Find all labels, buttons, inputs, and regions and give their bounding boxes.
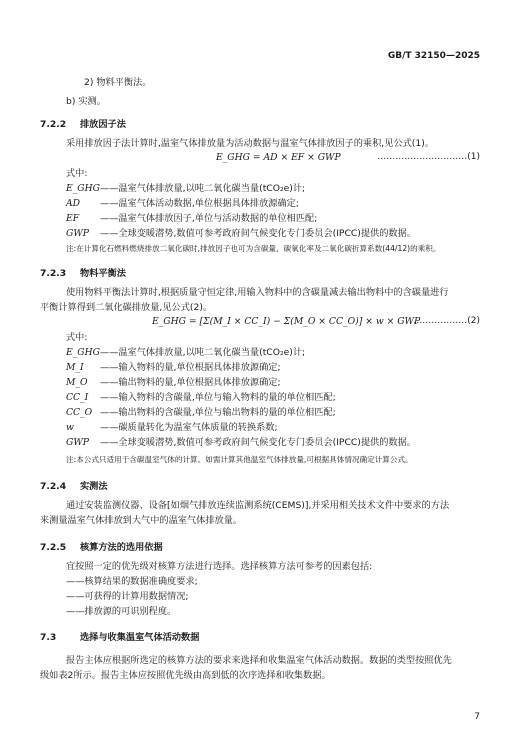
- definition-text: ——输入物料的量,单位根据具体排放源确定;: [100, 362, 281, 373]
- list-item: ——排放源的可识别程度。: [66, 606, 177, 617]
- definition-symbol: CC_I: [66, 392, 89, 403]
- formula-number-2: ………………(2): [413, 316, 480, 326]
- definition-row: [66, 406, 336, 420]
- list-item-2: 2) 物料平衡法。: [84, 77, 152, 88]
- definition-symbol: E_GHG: [66, 183, 100, 194]
- definition-symbol: CC_O: [66, 407, 93, 418]
- section-title: 物料平衡法: [80, 268, 126, 279]
- definition-text: ——温室气体排放因子,单位与活动数据的单位相匹配;: [100, 213, 318, 224]
- paragraph-line: 平衡计算得到二氧化碳排放量,见公式(2)。: [40, 302, 213, 313]
- definition-text: ——温室气体活动数据,单位根据具体排放源确定;: [100, 198, 299, 209]
- note: 注:在计算化石燃料燃烧排放二氧化碳时,排放因子也可为含碳量、碳氧化率及二氧化碳折算系数(44/12)的乘积。: [66, 244, 441, 253]
- standard-number: GB/T 32150—2025: [387, 51, 480, 61]
- definition-row: [66, 197, 299, 211]
- paragraph-line: 报告主体应根据所选定的核算方法的要求来选择和收集温室气体活动数据。数据的类型按照优先: [66, 655, 452, 666]
- formula-text: E_GHG = AD × EF × GWP: [216, 152, 341, 163]
- formula-text: E_GHG = [Σ(M_I × CC_I) − Σ(M_O × CC_O)] × w × GWP: [152, 316, 421, 327]
- definition-symbol: EF: [66, 213, 80, 224]
- formula-1: [216, 152, 341, 163]
- page-number: 7: [474, 712, 480, 722]
- definition-text: ——温室气体排放量,以吨二氧化碳当量(tCO₂e)计;: [100, 183, 306, 194]
- section-heading-7-2-3: [40, 265, 126, 279]
- section-number: 7.2.3: [40, 268, 67, 279]
- section-number: 7.2.2: [40, 119, 67, 130]
- definition-text: ——输出物料的含碳量,单位与输出物料的量的单位相匹配;: [100, 407, 336, 418]
- paragraph: 宜按照一定的优先级对核算方法进行选择。选择核算方法可参考的因素包括:: [66, 561, 373, 572]
- definition-text: ——输出物料的量,单位根据具体排放源确定;: [100, 377, 281, 388]
- definition-text: ——碳质量转化为温室气体质量的转换系数;: [100, 422, 278, 433]
- section-heading-7-2-5: [40, 539, 163, 553]
- definition-symbol: AD: [66, 198, 81, 209]
- definition-text: ——温室气体排放量,以吨二氧化碳当量(tCO₂e)计;: [100, 347, 306, 358]
- section-number: 7.3: [40, 632, 57, 643]
- where-label: 式中:: [66, 168, 88, 179]
- definition-row: [66, 227, 416, 241]
- definition-row: [66, 346, 305, 360]
- section-heading-7-2-2: [40, 116, 126, 130]
- definition-symbol: M_O: [66, 377, 88, 388]
- section-title: 核算方法的选用依据: [80, 542, 163, 553]
- definition-symbol: E_GHG: [66, 347, 100, 358]
- paragraph: 采用排放因子法计算时,温室气体排放量为活动数据与温室气体排放因子的乘积,见公式(1)。: [66, 138, 434, 149]
- definition-symbol: GWP: [66, 228, 89, 239]
- section-heading-7-3: [40, 629, 199, 643]
- formula-2: [152, 316, 420, 327]
- definition-row: [66, 376, 281, 390]
- section-number: 7.2.4: [40, 481, 67, 492]
- section-title: 实测法: [80, 481, 108, 492]
- definition-row: [66, 421, 278, 435]
- definition-row: [66, 436, 416, 450]
- section-title: 排放因子法: [80, 119, 126, 130]
- list-item: ——核算结果的数据准确度要求;: [66, 576, 198, 587]
- definition-row: [66, 182, 305, 196]
- where-label: 式中:: [66, 332, 88, 343]
- paragraph-line: 通过安装监测仪器、设备[如烟气排放连续监测系统(CEMS)],并采用相关技术文件中要求的方法: [66, 500, 450, 511]
- paragraph-line: 使用物料平衡法计算时,根据质量守恒定律,用输入物料中的含碳量减去输出物料中的含碳量进行: [66, 287, 449, 298]
- paragraph-line: 来测量温室气体排放到大气中的温室气体排放量。: [40, 515, 243, 526]
- list-item: ——可获得的计算用数据情况;: [66, 591, 189, 602]
- list-item-b: b) 实测。: [66, 96, 106, 107]
- section-heading-7-2-4: [40, 478, 108, 492]
- definition-text: ——全球变暖潜势,数值可参考政府间气候变化专门委员会(IPCC)提供的数据。: [100, 228, 416, 239]
- section-number: 7.2.5: [40, 542, 67, 553]
- definition-text: ——输入物料的含碳量,单位与输入物料的量的单位相匹配;: [100, 392, 336, 403]
- definition-symbol: w: [66, 422, 74, 433]
- definition-text: ——全球变暖潜势,数值可参考政府间气候变化专门委员会(IPCC)提供的数据。: [100, 437, 416, 448]
- definition-row: [66, 212, 317, 226]
- formula-number-1: …………………………(1): [377, 152, 480, 162]
- section-title: 选择与收集温室气体活动数据: [80, 632, 200, 643]
- definition-symbol: GWP: [66, 437, 89, 448]
- definition-row: [66, 391, 336, 405]
- definition-row: [66, 361, 281, 375]
- paragraph-line: 级如表2所示。报告主体应按照优先级由高到低的次序选择和收集数据。: [40, 670, 331, 681]
- definition-symbol: M_I: [66, 362, 84, 373]
- note: 注:本公式只适用于含碳温室气体的计算。如需计算其他温室气体排放量,可根据具体情况确定计算公式。: [66, 455, 413, 464]
